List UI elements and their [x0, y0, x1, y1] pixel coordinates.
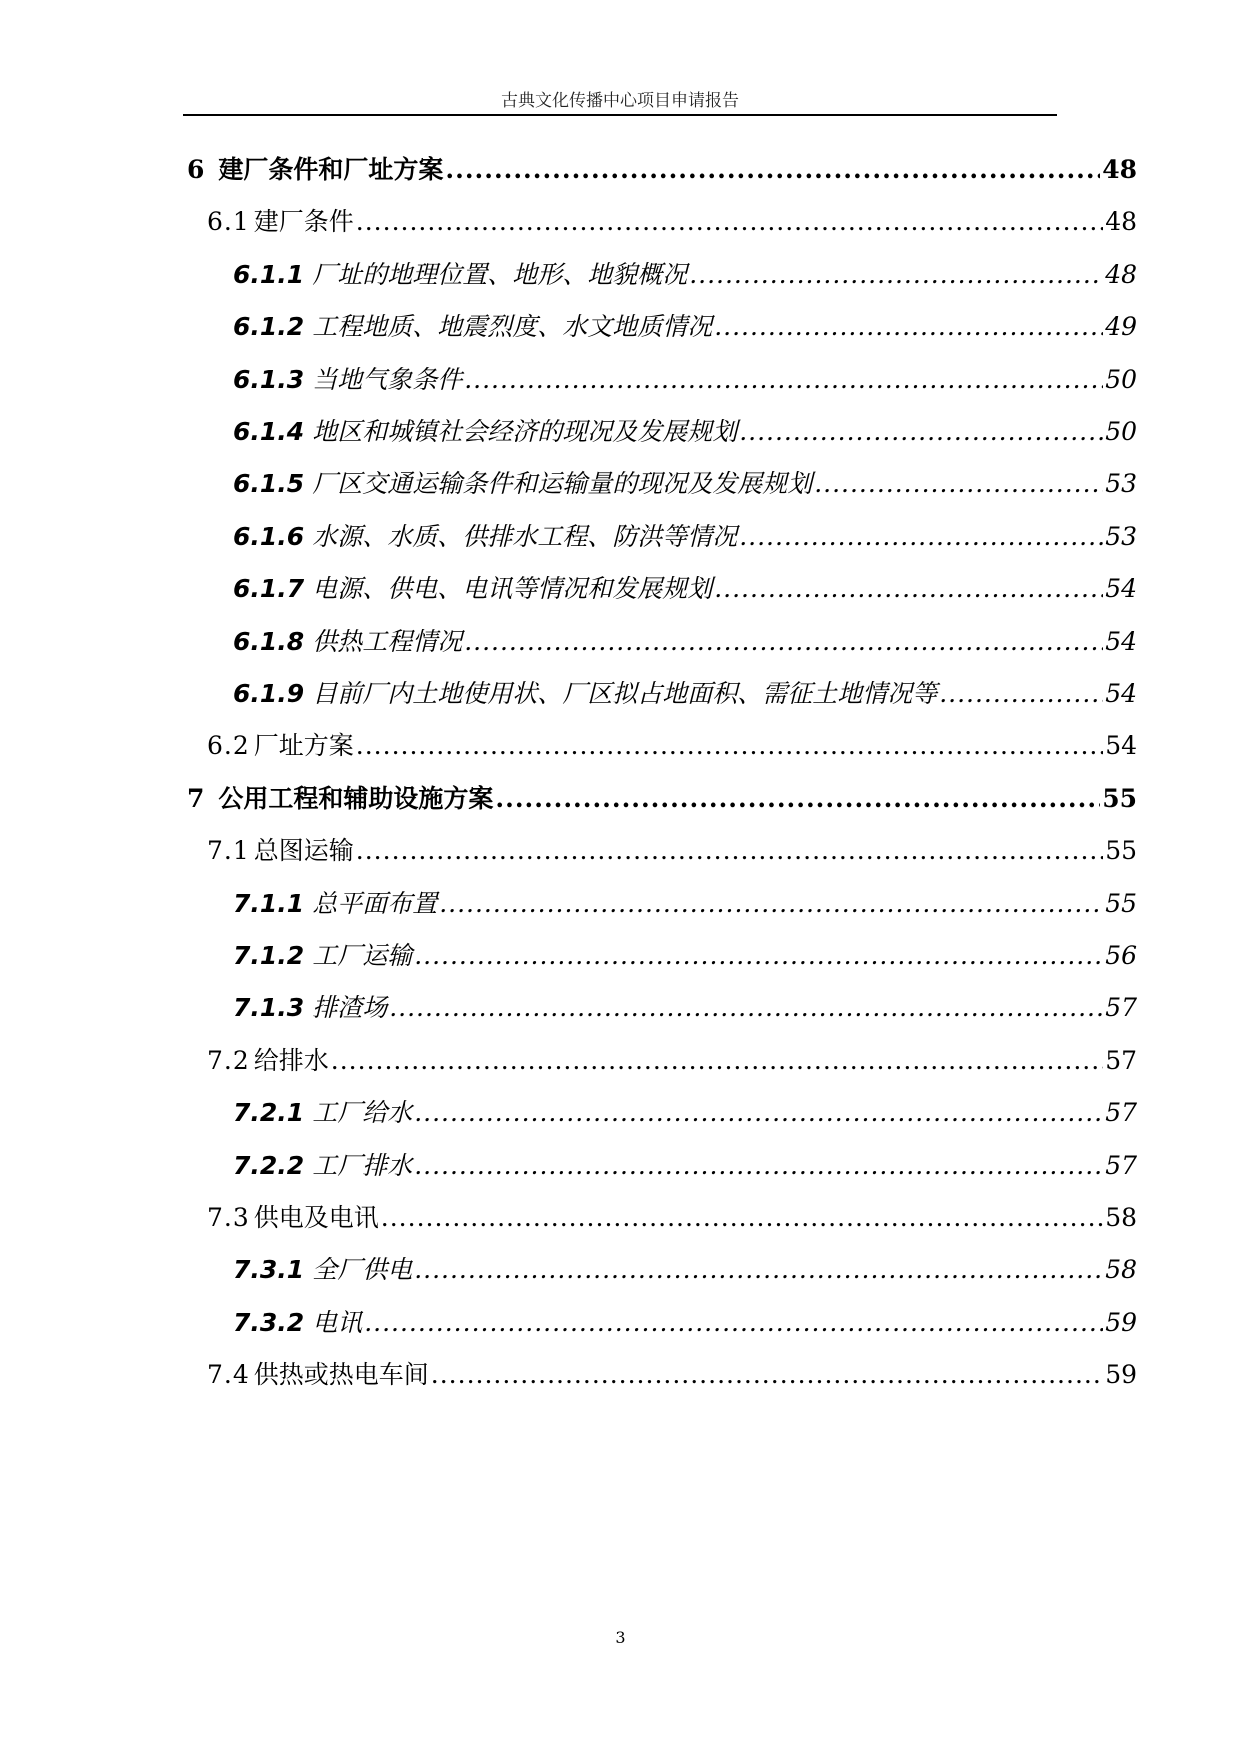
toc-entry-label: [207, 1041, 329, 1077]
toc-dot-leader: [714, 312, 1103, 341]
toc-entry-number: 7.3.1: [233, 1255, 305, 1285]
toc-entry-number: 7: [187, 783, 205, 813]
toc-entry[interactable]: [233, 884, 1137, 920]
toc-entry[interactable]: [233, 936, 1137, 972]
toc-entry-page: 50: [1105, 364, 1137, 394]
toc-entry-page: 56: [1105, 941, 1137, 970]
toc-entry[interactable]: [187, 150, 1137, 186]
toc-entry-number: 7.4: [207, 1360, 250, 1390]
toc-entry[interactable]: [207, 1198, 1137, 1234]
toc-entry-number: 7.1.3: [233, 993, 305, 1023]
toc-entry-title: 建厂条件和厂址方案: [218, 155, 444, 184]
toc-entry-label: [207, 1198, 379, 1234]
toc-entry-title: 供电及电讯: [253, 1203, 379, 1232]
toc-dot-leader: [814, 469, 1103, 498]
toc-dot-leader: [739, 522, 1103, 551]
toc-entry-number: 7.3.2: [233, 1307, 305, 1337]
toc-entry-title: 目前厂内土地使用状、厂区拟占地面积、需征土地情况等: [312, 679, 938, 708]
toc-entry-page: 54: [1105, 731, 1137, 761]
toc-entry-page: 53: [1105, 521, 1137, 551]
running-header: 古典文化传播中心项目申请报告: [501, 91, 739, 111]
toc-entry[interactable]: [233, 464, 1137, 500]
toc-entry-page: 53: [1105, 469, 1137, 499]
toc-entry-label: [207, 726, 354, 762]
toc-entry-page: 57: [1105, 1098, 1137, 1128]
toc-entry-label: [233, 360, 462, 396]
toc-entry-title: 供热工程情况: [312, 626, 463, 656]
toc-entry-page: 58: [1105, 1255, 1137, 1285]
toc-entry-label: [233, 674, 937, 710]
toc-entry[interactable]: [233, 360, 1137, 396]
toc-entry[interactable]: [233, 1146, 1137, 1182]
toc-entry[interactable]: [233, 1093, 1137, 1129]
toc-entry-title: 厂址方案: [253, 731, 354, 761]
toc-entry-label: [233, 1250, 412, 1286]
toc-entry-page: 54: [1105, 574, 1137, 604]
toc-entry-page: 57: [1105, 1150, 1137, 1180]
toc-entry-label: [233, 1303, 362, 1339]
toc-entry-title: 工厂运输: [312, 941, 413, 970]
toc-entry-title: 工厂排水: [312, 1150, 413, 1180]
header-rule: [183, 114, 1057, 116]
toc-entry-number: 7.3: [207, 1203, 250, 1232]
toc-entry-title: 电讯: [312, 1307, 363, 1337]
toc-entry-title: 工厂给水: [312, 1098, 413, 1128]
toc-dot-leader: [689, 260, 1103, 289]
toc-entry-page: 50: [1105, 417, 1137, 446]
toc-entry-label: [187, 779, 493, 815]
toc-entry[interactable]: [187, 779, 1137, 815]
toc-entry-page: 55: [1105, 888, 1137, 918]
toc-dot-leader: [356, 207, 1103, 236]
toc-dot-leader: [445, 155, 1100, 184]
toc-dot-leader: [414, 1255, 1103, 1284]
toc-entry-title: 给排水: [253, 1045, 329, 1075]
toc-dot-leader: [364, 1308, 1103, 1337]
toc-dot-leader: [356, 731, 1103, 760]
toc-entry-label: [233, 412, 737, 448]
toc-entry-number: 6.2: [207, 731, 250, 761]
toc-entry-label: [233, 464, 812, 500]
toc-entry[interactable]: [233, 1250, 1137, 1286]
toc-entry-title: 水源、水质、供排水工程、防洪等情况: [312, 521, 738, 551]
toc-entry-page: 57: [1105, 993, 1137, 1023]
toc-entry-title: 厂址的地理位置、地形、地貌概况: [312, 259, 688, 289]
toc-entry-title: 厂区交通运输条件和运输量的现况及发展规划: [312, 469, 813, 499]
toc-entry-label: [233, 622, 462, 658]
toc-entry-page: 54: [1105, 626, 1137, 656]
toc-entry[interactable]: [233, 307, 1137, 343]
toc-entry-title: 全厂供电: [312, 1255, 413, 1285]
toc-entry-label: [233, 517, 737, 553]
toc-entry-title: 供热或热电车间: [253, 1360, 429, 1390]
toc-dot-leader: [464, 365, 1103, 394]
toc-entry-page: 59: [1105, 1307, 1137, 1337]
toc-entry-page: 48: [1102, 155, 1137, 184]
toc-entry-page: 57: [1105, 1045, 1137, 1075]
toc-entry-number: 7.1: [207, 836, 250, 866]
toc-entry-title: 电源、供电、电讯等情况和发展规划: [312, 574, 713, 604]
toc-entry-number: 7.1.1: [233, 888, 305, 918]
toc-entry-number: 6.1.7: [233, 574, 305, 604]
toc-entry-number: 6.1.2: [233, 312, 305, 342]
toc-entry[interactable]: [207, 726, 1137, 762]
toc-dot-leader: [714, 574, 1103, 603]
toc-entry[interactable]: [207, 202, 1137, 238]
toc-entry[interactable]: [207, 831, 1137, 867]
toc-entry-label: [233, 1093, 412, 1129]
toc-entry-number: 7.2.1: [233, 1098, 305, 1128]
toc-entry-label: [233, 936, 412, 972]
toc-entry-number: 7.2: [207, 1045, 250, 1075]
toc-dot-leader: [464, 627, 1103, 656]
toc-entry-page: 48: [1105, 207, 1137, 237]
toc-entry-label: [233, 569, 712, 605]
toc-entry-number: 6.1.6: [233, 521, 305, 551]
toc-entry-title: 总平面布置: [312, 888, 438, 918]
toc-dot-leader: [939, 679, 1103, 708]
toc-entry-title: 公用工程和辅助设施方案: [218, 783, 494, 813]
toc-entry-title: 总图运输: [253, 836, 354, 866]
toc-dot-leader: [739, 417, 1103, 446]
toc-entry-page: 58: [1105, 1203, 1137, 1232]
toc-dot-leader: [414, 1151, 1103, 1180]
toc-entry-label: [207, 1355, 429, 1391]
toc-entry-title: 排渣场: [312, 993, 388, 1023]
toc-entry[interactable]: [233, 1303, 1137, 1339]
toc-entry-title: 工程地质、地震烈度、水文地质情况: [312, 312, 713, 342]
toc-entry-page: 48: [1105, 259, 1137, 289]
toc-entry-page: 49: [1105, 312, 1137, 342]
toc-entry-page: 54: [1105, 679, 1137, 708]
toc-entry-title: 地区和城镇社会经济的现况及发展规划: [312, 417, 738, 446]
toc-entry-label: [207, 831, 354, 867]
toc-entry-page: 59: [1105, 1360, 1137, 1390]
toc-dot-leader: [414, 941, 1103, 970]
toc-entry-number: 6.1.8: [233, 626, 305, 656]
toc-entry-number: 6.1.1: [233, 259, 305, 289]
toc-dot-leader: [381, 1203, 1103, 1232]
toc-entry-label: [233, 307, 712, 343]
toc-entry-label: [233, 988, 387, 1024]
toc-entry-number: 6.1: [207, 207, 250, 237]
toc-entry-title: 当地气象条件: [312, 364, 463, 394]
toc-entry-label: [233, 884, 437, 920]
toc-dot-leader: [389, 993, 1103, 1022]
toc-entry-number: 6.1.5: [233, 469, 305, 499]
toc-entry[interactable]: [233, 412, 1137, 448]
toc-entry-page: 55: [1105, 836, 1137, 866]
toc-entry-page: 55: [1102, 783, 1137, 813]
toc-entry-label: [233, 255, 687, 291]
toc-entry-label: [233, 1146, 412, 1182]
toc-entry-number: 7.1.2: [233, 941, 305, 970]
toc-entry[interactable]: [207, 1041, 1137, 1077]
toc-dot-leader: [439, 889, 1103, 918]
toc-entry-number: 7.2.2: [233, 1150, 305, 1180]
toc-entry[interactable]: [233, 622, 1137, 658]
toc-entry[interactable]: [233, 988, 1137, 1024]
toc-entry[interactable]: [233, 255, 1137, 291]
toc-entry[interactable]: [207, 1355, 1137, 1391]
toc-dot-leader: [356, 836, 1103, 865]
toc-entry-number: 6.1.9: [233, 679, 305, 708]
toc-dot-leader: [331, 1046, 1103, 1075]
toc-dot-leader: [495, 784, 1100, 813]
toc-entry-number: 6: [187, 155, 205, 184]
toc-entry-number: 6.1.4: [233, 417, 305, 446]
toc-entry-label: [207, 202, 354, 238]
toc-entry-title: 建厂条件: [253, 207, 354, 237]
toc-dot-leader: [414, 1098, 1103, 1127]
toc-entry-number: 6.1.3: [233, 364, 305, 394]
page-number: 3: [615, 1628, 626, 1647]
toc-entry[interactable]: [233, 569, 1137, 605]
toc-entry-label: [187, 150, 443, 186]
toc-entry[interactable]: [233, 517, 1137, 553]
toc-dot-leader: [431, 1360, 1103, 1389]
toc-entry[interactable]: [233, 674, 1137, 710]
